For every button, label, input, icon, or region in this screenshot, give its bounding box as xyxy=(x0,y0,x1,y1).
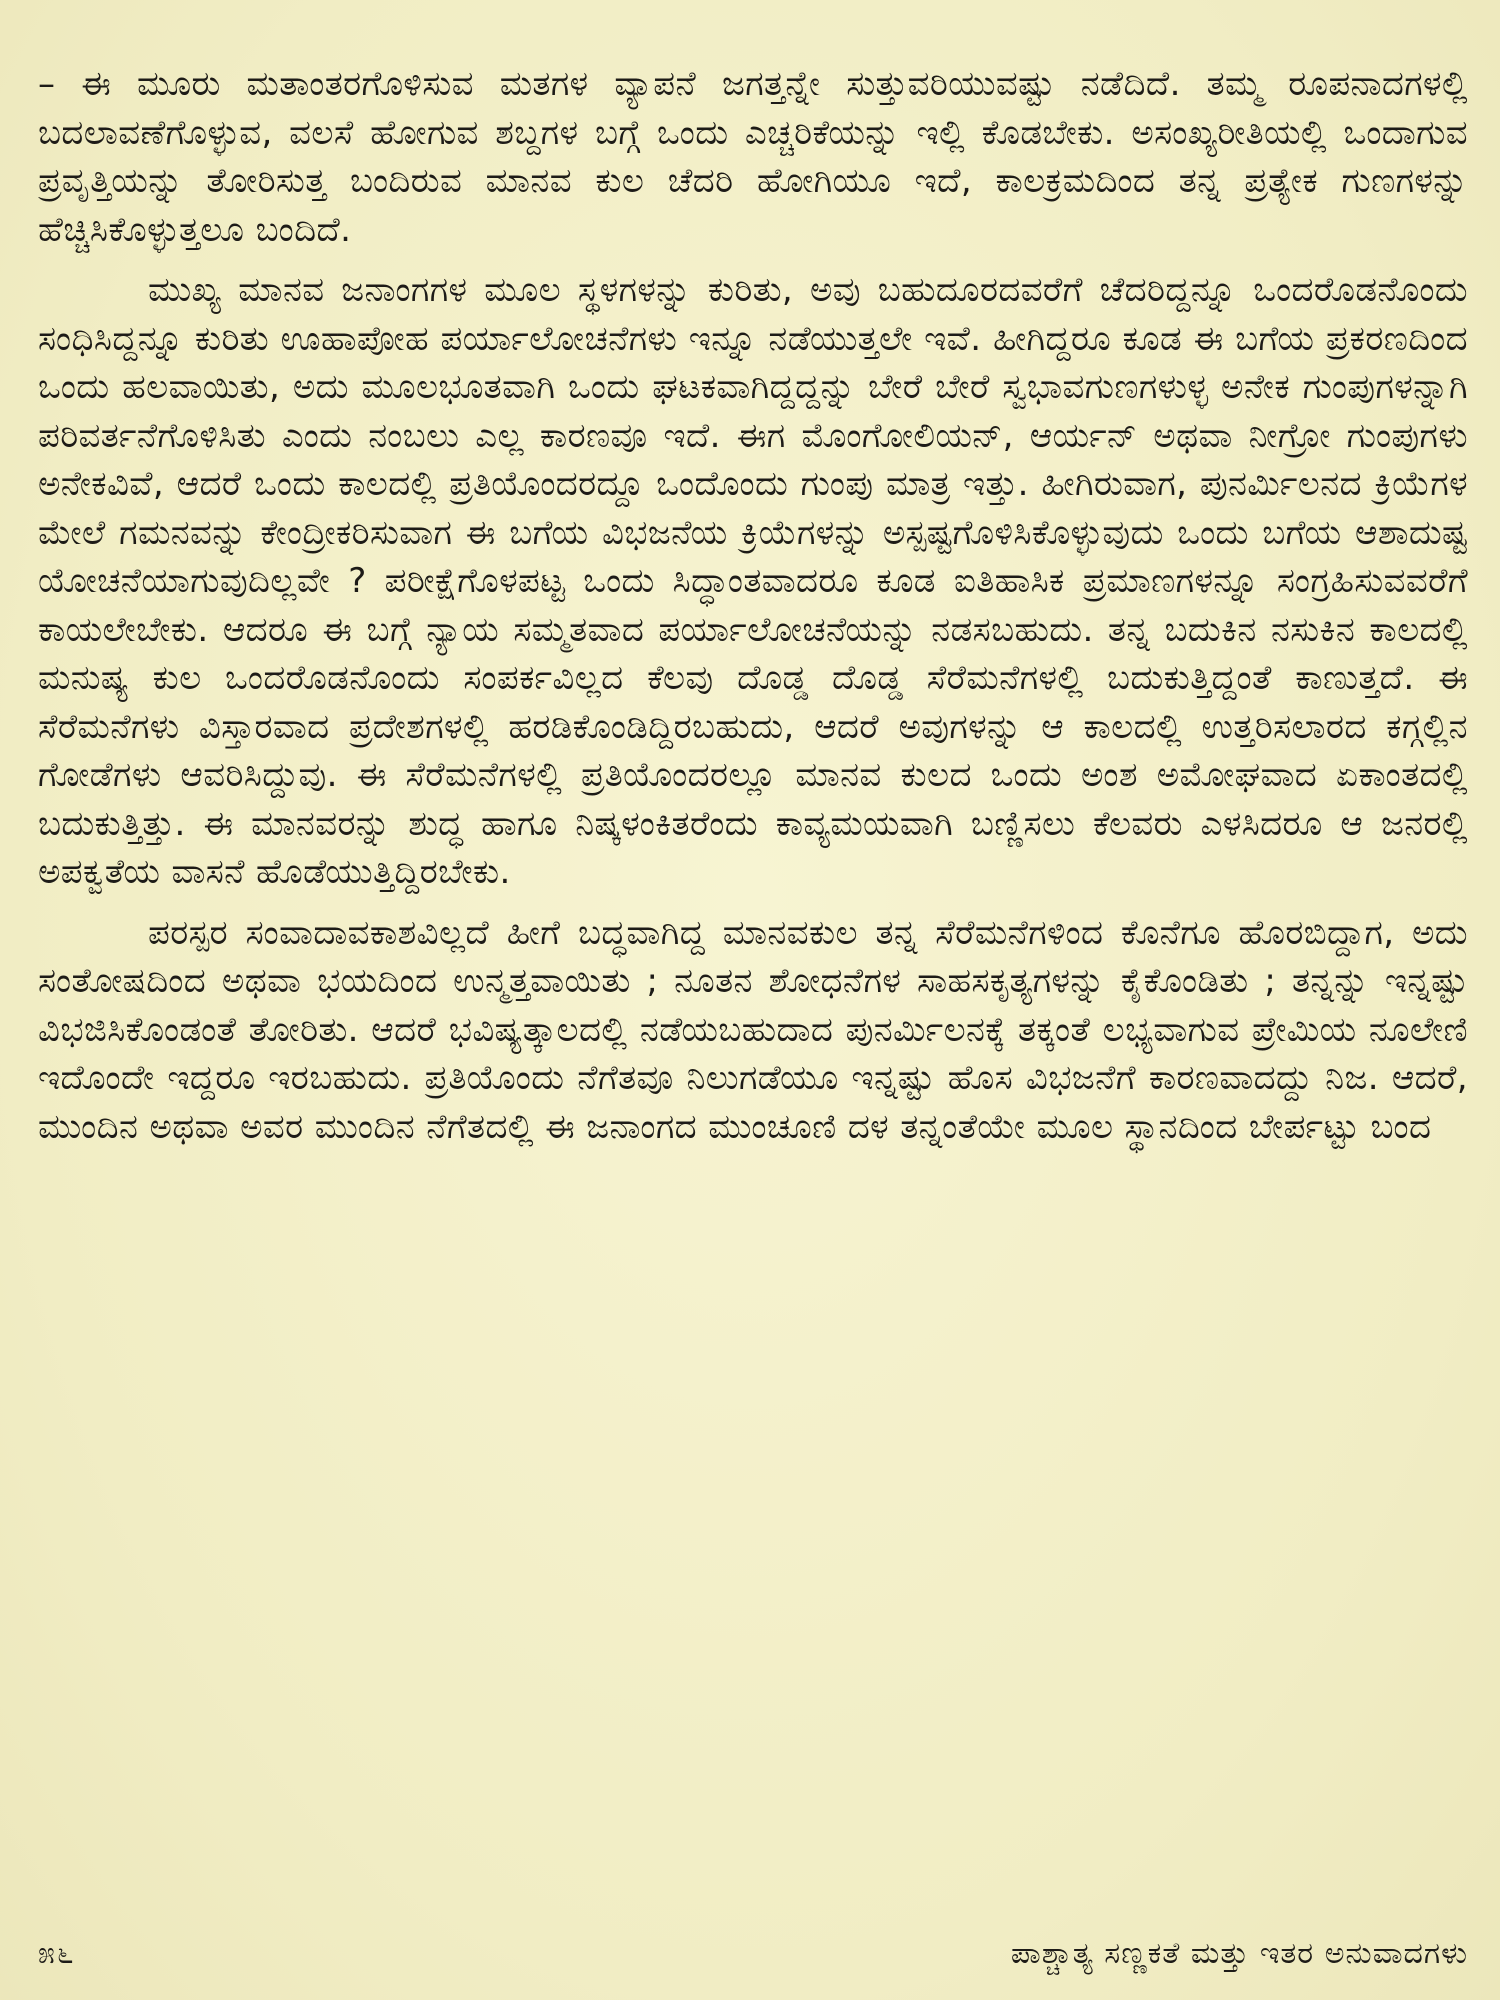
body-text xyxy=(38,60,1468,1163)
page-number: ೫೬ xyxy=(38,1936,76,1971)
paragraph-3: ಪರಸ್ಪರ ಸಂವಾದಾವಕಾಶವಿಲ್ಲದೆ ಹೀಗೆ ಬದ್ಧವಾಗಿದ್ದ ಮಾನವಕುಲ ತನ್ನ ಸೆರೆಮನೆಗಳಿಂದ ಕೊನೆಗೂ ಹೊರಬಿದ್ದಾಗ, ಅದು ಸಂತೋಷದಿಂದ ಅಥವಾ ಭಯದಿಂದ ಉನ್ಮತ್ತವಾಯಿತು ; ನೂತನ ಶೋಧನೆಗಳ ಸಾಹಸಕೃತ್ಯಗಳನ್ನು ಕೈಕೊಂಡಿತು ; ತನ್ನನ್ನು ಇನ್ನಷ್ಟು ವಿಭಜಿಸಿಕೊಂಡಂತೆ ತೋರಿತು. ಆದರೆ ಭವಿಷ್ಯತ್ಕಾಲದಲ್ಲಿ ನಡೆಯಬಹುದಾದ ಪುನರ್ಮಿಲನಕ್ಕೆ ತಕ್ಕಂತೆ ಲಭ್ಯವಾಗುವ ಪ್ರೇಮಿಯ ನೂಲೇಣಿ ಇದೊಂದೇ ಇದ್ದರೂ ಇರಬಹುದು. ಪ್ರತಿಯೊಂದು ನೆಗೆತವೂ ನಿಲುಗಡೆಯೂ ಇನ್ನಷ್ಟು ಹೊಸ ವಿಭಜನೆಗೆ ಕಾರಣವಾದದ್ದು ನಿಜ. ಆದರೆ, ಮುಂದಿನ ಅಥವಾ ಅವರ ಮುಂದಿನ ನೆಗೆತದಲ್ಲಿ ಈ ಜನಾಂಗದ ಮುಂಚೂಣಿ ದಳ ತನ್ನಂತೆಯೇ ಮೂಲ ಸ್ಥಾನದಿಂದ ಬೇರ್ಪಟ್ಟು ಬಂದ xyxy=(38,912,1468,1147)
paragraph-1: – ಈ ಮೂರು ಮತಾಂತರಗೊಳಿಸುವ ಮತಗಳ ವ್ಯಾಪನೆ ಜಗತ್ತನ್ನೇ ಸುತ್ತುವರಿಯುವಷ್ಟು ನಡೆದಿದೆ. ತಮ್ಮ ರೂಪನಾದಗಳಲ್ಲಿ ಬದಲಾವಣೆಗೊಳ್ಳುವ, ವಲಸೆ ಹೋಗುವ ಶಬ್ದಗಳ ಬಗ್ಗೆ ಒಂದು ಎಚ್ಚರಿಕೆಯನ್ನು ಇಲ್ಲಿ ಕೊಡಬೇಕು. ಅಸಂಖ್ಯರೀತಿಯಲ್ಲಿ ಒಂದಾಗುವ ಪ್ರವೃತ್ತಿಯನ್ನು ತೋರಿಸುತ್ತ ಬಂದಿರುವ ಮಾನವ ಕುಲ ಚೆದರಿ ಹೋಗಿಯೂ ಇದೆ, ಕಾಲಕ್ರಮದಿಂದ ತನ್ನ ಪ್ರತ್ಯೇಕ ಗುಣಗಳನ್ನು ಹೆಚ್ಚಿಸಿಕೊಳ್ಳುತ್ತಲೂ ಬಂದಿದೆ. xyxy=(38,64,1468,250)
page-footer xyxy=(38,1936,1468,1980)
paragraph-2: ಮುಖ್ಯ ಮಾನವ ಜನಾಂಗಗಳ ಮೂಲ ಸ್ಥಳಗಳನ್ನು ಕುರಿತು, ಅವು ಬಹುದೂರದವರೆಗೆ ಚೆದರಿದ್ದನ್ನೂ ಒಂದರೊಡನೊಂದು ಸಂಧಿಸಿದ್ದನ್ನೂ ಕುರಿತು ಊಹಾಪೋಹ ಪರ್ಯಾಲೋಚನೆಗಳು ಇನ್ನೂ ನಡೆಯುತ್ತಲೇ ಇವೆ. ಹೀಗಿದ್ದರೂ ಕೂಡ ಈ ಬಗೆಯ ಪ್ರಕರಣದಿಂದ ಒಂದು ಹಲವಾಯಿತು, ಅದು ಮೂಲಭೂತವಾಗಿ ಒಂದು ಘಟಕವಾಗಿದ್ದದ್ದನ್ನು ಬೇರೆ ಬೇರೆ ಸ್ವಭಾವಗುಣಗಳುಳ್ಳ ಅನೇಕ ಗುಂಪುಗಳನ್ನಾಗಿ ಪರಿವರ್ತನೆಗೊಳಿಸಿತು ಎಂದು ನಂಬಲು ಎಲ್ಲ ಕಾರಣವೂ ಇದೆ. ಈಗ ಮೊಂಗೋಲಿಯನ್, ಆರ್ಯನ್ ಅಥವಾ ನೀಗ್ರೋ ಗುಂಪುಗಳು ಅನೇಕವಿವೆ, ಆದರೆ ಒಂದು ಕಾಲದಲ್ಲಿ ಪ್ರತಿಯೊಂದರದ್ದೂ ಒಂದೊಂದು ಗುಂಪು ಮಾತ್ರ ಇತ್ತು. ಹೀಗಿರುವಾಗ, ಪುನರ್ಮಿಲನದ ಕ್ರಿಯೆಗಳ ಮೇಲೆ ಗಮನವನ್ನು ಕೇಂದ್ರೀಕರಿಸುವಾಗ ಈ ಬಗೆಯ ವಿಭಜನೆಯ ಕ್ರಿಯೆಗಳನ್ನು ಅಸ್ಪಷ್ಟಗೊಳಿಸಿಕೊಳ್ಳುವುದು ಒಂದು ಬಗೆಯ ಆಶಾದುಷ್ಟ ಯೋಚನೆಯಾಗುವುದಿಲ್ಲವೇ ? ಪರೀಕ್ಷೆಗೊಳಪಟ್ಟ ಒಂದು ಸಿದ್ಧಾಂತವಾದರೂ ಕೂಡ ಐತಿಹಾಸಿಕ ಪ್ರಮಾಣಗಳನ್ನೂ ಸಂಗ್ರಹಿಸುವವರೆಗೆ ಕಾಯಲೇಬೇಕು. ಆದರೂ ಈ ಬಗ್ಗೆ ನ್ಯಾಯ ಸಮ್ಮತವಾದ ಪರ್ಯಾಲೋಚನೆಯನ್ನು ನಡಸಬಹುದು. ತನ್ನ ಬದುಕಿನ ನಸುಕಿನ ಕಾಲದಲ್ಲಿ ಮನುಷ್ಯ ಕುಲ ಒಂದರೊಡನೊಂದು ಸಂಪರ್ಕವಿಲ್ಲದ ಕೆಲವು ದೊಡ್ಡ ದೊಡ್ಡ ಸೆರೆಮನೆಗಳಲ್ಲಿ ಬದುಕುತ್ತಿದ್ದಂತೆ ಕಾಣುತ್ತದೆ. ಈ ಸೆರೆಮನೆಗಳು ವಿಸ್ತಾರವಾದ ಪ್ರದೇಶಗಳಲ್ಲಿ ಹರಡಿಕೊಂಡಿದ್ದಿರಬಹುದು, ಆದರೆ ಅವುಗಳನ್ನು ಆ ಕಾಲದಲ್ಲಿ ಉತ್ತರಿಸಲಾರದ ಕಗ್ಗಲ್ಲಿನ ಗೋಡೆಗಳು ಆವರಿಸಿದ್ದುವು. ಈ ಸೆರೆಮನೆಗಳಲ್ಲಿ ಪ್ರತಿಯೊಂದರಲ್ಲೂ ಮಾನವ ಕುಲದ ಒಂದು ಅಂಶ ಅಮೋಘವಾದ ಏಕಾಂತದಲ್ಲಿ ಬದುಕುತ್ತಿತ್ತು. ಈ ಮಾನವರನ್ನು ಶುದ್ಧ ಹಾಗೂ ನಿಷ್ಕಳಂಕಿತರೆಂದು ಕಾವ್ಯಮಯವಾಗಿ ಬಣ್ಣಿಸಲು ಕೆಲವರು ಎಳಸಿದರೂ ಆ ಜನರಲ್ಲಿ ಅಪಕ್ವತೆಯ ವಾಸನೆ ಹೊಡೆಯುತ್ತಿದ್ದಿರಬೇಕು. xyxy=(38,270,1468,892)
running-title: ಪಾಶ್ಚಾತ್ಯ ಸಣ್ಣಕತೆ ಮತ್ತು ಇತರ ಅನುವಾದಗಳು xyxy=(1010,1936,1468,1971)
